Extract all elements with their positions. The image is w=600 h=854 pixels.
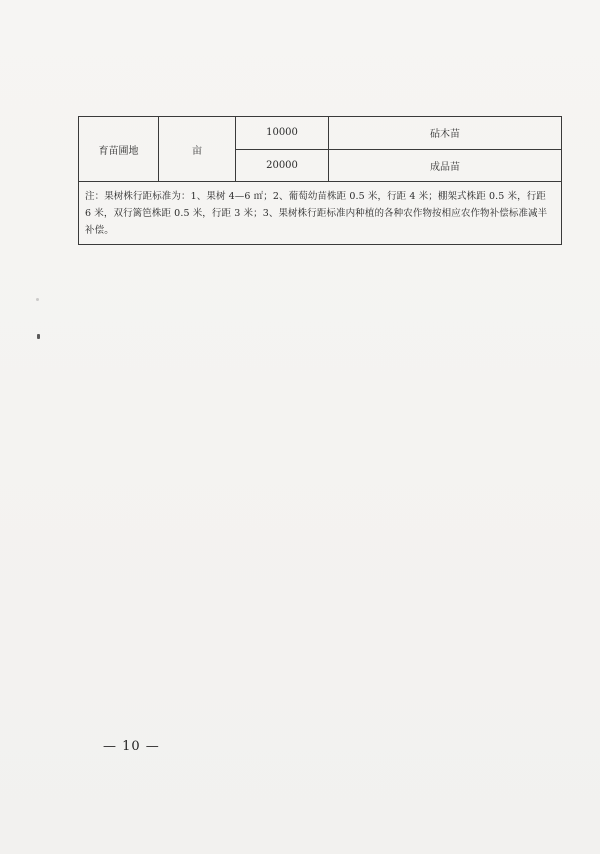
unit-cell: 亩 <box>159 117 236 182</box>
note-cell: 成品苗 <box>329 149 562 182</box>
note-cell: 砧木苗 <box>329 117 562 150</box>
amount-cell: 10000 <box>236 117 329 150</box>
row-label-cell: 育苗圃地 <box>79 117 159 182</box>
scan-speck <box>36 298 39 301</box>
amount-cell: 20000 <box>236 149 329 182</box>
table-row <box>79 117 562 150</box>
scan-speck <box>37 334 40 339</box>
table-row <box>79 182 562 245</box>
page-number: — 10 — <box>103 739 160 754</box>
footnote-cell: 注：果树株行距标准为：1、果树 4—6 ㎡；2、葡萄幼苗株距 0.5 米，行距 4 米；棚架式株距 0.5 米，行距 6 米，双行篱笆株距 0.5 米，行距 3 米；3、果树株行距标准内种植的各种农作物按相应农作物补偿标准减半补偿。 <box>79 182 562 245</box>
compensation-table <box>78 116 562 245</box>
